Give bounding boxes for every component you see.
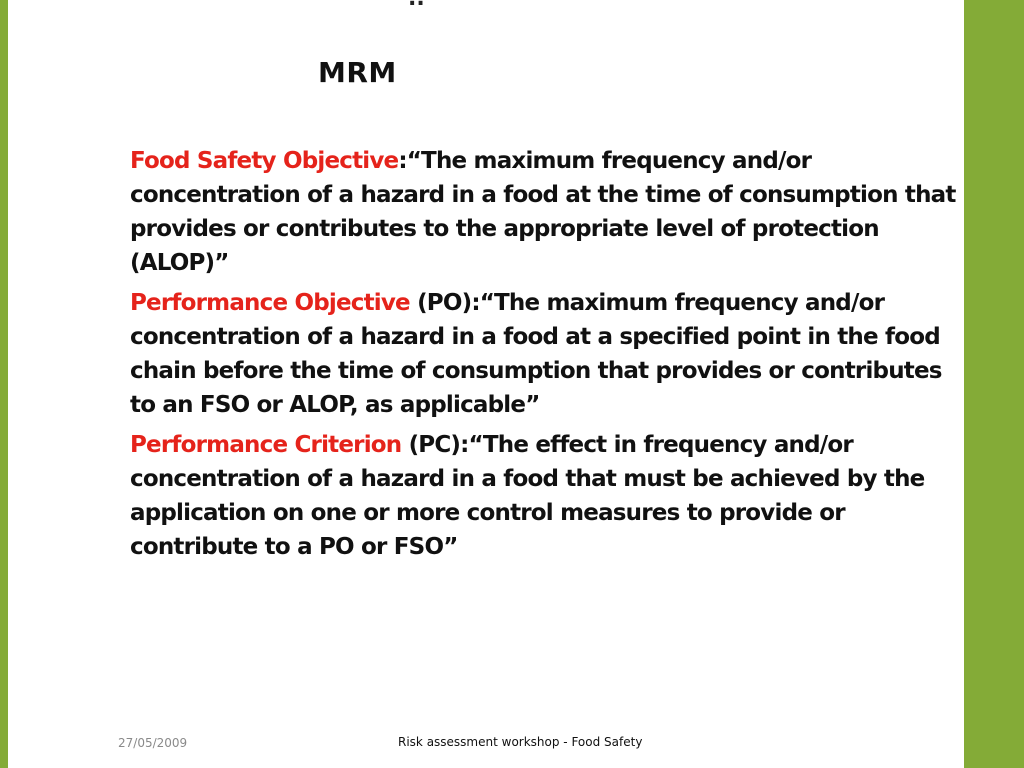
right-accent-bar	[964, 0, 1024, 768]
definition-text: :“The effect in frequency and/or concentration of a hazard in a food that must be achieved by the application on one or more control measures to provide or contribute to a PO or FSO”	[130, 432, 925, 560]
title-fragment	[408, 0, 425, 11]
footer-date: 27/05/2009	[118, 736, 188, 750]
term-abbreviation: (PO)	[409, 290, 472, 316]
definition-fso	[130, 144, 964, 280]
definition-po	[130, 286, 964, 422]
term-label: Performance Criterion	[130, 432, 402, 458]
left-accent-bar	[0, 0, 8, 768]
definition-text: :“The maximum frequency and/or concentration of a hazard in a food at a specified point in the food chain before the time of consumption that provides or contributes to an FSO or ALOP, as applicable”	[130, 290, 942, 418]
term-label: Food Safety Objective	[130, 148, 399, 174]
footer-title: Risk assessment workshop - Food Safety	[398, 735, 643, 749]
slide-title: MRM	[318, 56, 397, 89]
term-label: Performance Objective	[130, 290, 410, 316]
definition-pc	[130, 428, 964, 564]
definition-text: :“The maximum frequency and/or concentration of a hazard in a food at the time of consumption that provides or contributes to the appropriate level of protection (ALOP)”	[130, 148, 956, 276]
definitions-list	[130, 144, 964, 570]
term-abbreviation: (PC)	[401, 432, 461, 458]
